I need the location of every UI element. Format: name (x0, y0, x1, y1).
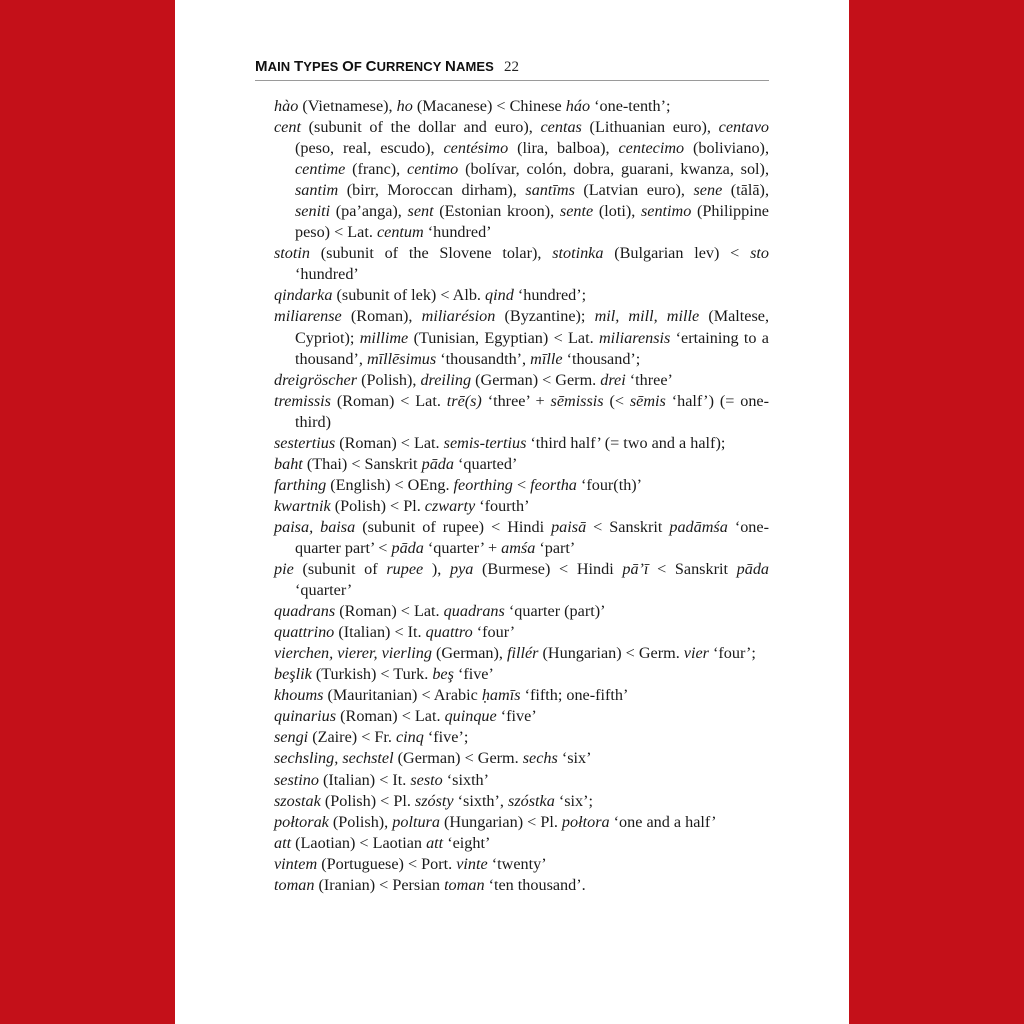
term: sechs (522, 749, 558, 768)
term: amśa (501, 538, 536, 557)
gloss: ‘six’ (557, 749, 592, 768)
gloss: (Lithuanian euro), (581, 118, 719, 137)
term: centimo (407, 160, 459, 179)
term: paisa, baisa (274, 517, 356, 536)
entry (274, 517, 769, 559)
entry (274, 748, 769, 769)
gloss: ‘quarter (part)’ (504, 602, 606, 621)
term: drei (600, 370, 626, 389)
gloss: ‘four(th)’ (576, 475, 643, 494)
term: paisā (551, 517, 587, 536)
entry (274, 685, 769, 706)
entry (274, 454, 769, 475)
gloss: (subunit of lek) < Alb. (332, 286, 486, 305)
term: quattrino (274, 623, 335, 642)
term: sesto (410, 770, 443, 789)
term: sestertius (274, 433, 336, 452)
section-title: MAIN TYPES OF CURRENCY NAMES (255, 58, 494, 75)
entry (274, 770, 769, 791)
gloss: (Hungarian) < Germ. (538, 644, 684, 663)
gloss: (German) < Germ. (393, 749, 523, 768)
entry (274, 812, 769, 833)
entry (274, 370, 769, 391)
entry (274, 96, 769, 117)
gloss: ‘one-tenth’; (590, 97, 671, 115)
term: ḥamīs (481, 686, 521, 705)
entry (274, 391, 769, 433)
term: millime (359, 328, 409, 347)
term: santim (295, 181, 339, 200)
term: beş (432, 665, 454, 684)
gloss: (tālā), (722, 181, 769, 200)
gloss: ‘three’ + (481, 391, 551, 410)
entry (274, 243, 769, 285)
gloss: (Polish) < Pl. (320, 791, 415, 810)
term: mīlle (530, 349, 563, 368)
term: sto (750, 244, 769, 263)
gloss: (Iranian) < Persian (314, 875, 445, 894)
gloss: (Roman) < Lat. (335, 602, 444, 621)
term: sēmissis (550, 391, 604, 410)
gloss: ‘five’; (423, 728, 469, 747)
gloss: ‘four’ (472, 623, 516, 642)
term: quinque (444, 707, 497, 726)
gloss: (Macanese) < Chinese (412, 97, 566, 115)
gloss: ‘sixth’, (453, 791, 509, 810)
gloss: ‘sixth’ (442, 770, 490, 789)
term: pāda (391, 538, 424, 557)
term: rupee (386, 560, 424, 579)
term: vier (683, 644, 709, 663)
term: pāda (421, 454, 454, 473)
gloss: (Turkish) < Turk. (311, 665, 433, 684)
gloss: ), (423, 560, 450, 579)
gloss: (Mauritanian) < Arabic (323, 686, 482, 705)
term: fillér (506, 644, 539, 663)
gloss: ‘fourth’ (475, 496, 530, 515)
gloss: ‘five’ (496, 707, 537, 726)
gloss: (Thai) < Sanskrit (302, 454, 422, 473)
term: pāda (736, 560, 770, 579)
term: centas (540, 118, 582, 137)
term: qindarka (274, 286, 333, 305)
gloss: ‘twenty’ (487, 854, 547, 873)
term: tremissis (274, 391, 331, 410)
term: quadrans (274, 602, 336, 621)
term: miliarensis (598, 328, 671, 347)
term: vierchen, vierer, vierling (274, 644, 432, 663)
term: pie (274, 560, 294, 579)
term: centum (376, 223, 424, 242)
gloss: (Roman) < Lat. (335, 433, 444, 452)
term: khoums (274, 686, 324, 705)
entry (274, 433, 769, 454)
entry (274, 559, 769, 601)
term: feortha (530, 475, 577, 494)
gloss: < Sanskrit (586, 517, 670, 536)
term: sent (407, 202, 434, 221)
term: att (426, 833, 444, 852)
gloss: (Italian) < It. (334, 623, 426, 642)
entry (274, 601, 769, 622)
gloss: (English) < OEng. (326, 475, 454, 494)
term: santīms (525, 181, 575, 200)
gloss: (Roman) < Lat. (336, 707, 445, 726)
term: sengi (274, 728, 309, 747)
term: centésimo (443, 139, 509, 158)
gloss: ‘thousandth’, (436, 349, 531, 368)
gloss: (Vietnamese), (298, 97, 397, 115)
gloss: (< (603, 391, 630, 410)
gloss: (birr, Moroccan dirham), (338, 181, 526, 200)
gloss: (loti), (593, 202, 641, 221)
gloss: (Burmese) < Hindi (473, 560, 623, 579)
gloss: (subunit of the Slovene tolar), (309, 244, 553, 263)
gloss: ‘part’ (535, 538, 576, 557)
gloss: (Zaire) < Fr. (308, 728, 396, 747)
term: qind (485, 286, 514, 305)
entry (274, 664, 769, 685)
gloss: (lira, balboa), (508, 139, 619, 158)
term: połtora (561, 812, 610, 831)
term: sestino (274, 770, 319, 789)
gloss: (Roman), (341, 307, 422, 326)
gloss: ‘third half’ (= two and a half); (526, 433, 726, 452)
gloss: (Latvian euro), (574, 181, 694, 200)
entry (274, 306, 769, 369)
term: sēmis (629, 391, 666, 410)
gloss: (boliviano), (684, 139, 769, 158)
gloss: (German) < Germ. (471, 370, 601, 389)
gloss: ‘three’ (625, 370, 673, 389)
gloss: ‘one and a half’ (609, 812, 717, 831)
entry (274, 285, 769, 306)
gloss: ‘five’ (453, 665, 494, 684)
gloss: (Byzantine); (495, 307, 595, 326)
entry (274, 854, 769, 875)
term: háo (565, 97, 591, 115)
gloss: (Roman) < Lat. (330, 391, 447, 410)
term: hào (274, 97, 299, 115)
gloss: (Philippine peso) < Lat. (295, 202, 769, 242)
term: centecimo (618, 139, 685, 158)
term: miliarense (274, 307, 342, 326)
entry (274, 475, 769, 496)
gloss: ‘hundred’ (423, 223, 492, 242)
term: szostak (274, 791, 321, 810)
term: centime (295, 160, 346, 179)
gloss: (bolívar, colón, dobra, guarani, kwanza, sol), (458, 160, 769, 179)
gloss: ‘quarter’ + (423, 538, 502, 557)
entry (274, 117, 769, 243)
gloss: (Italian) < It. (318, 770, 411, 789)
term: quinarius (274, 707, 337, 726)
term: centavo (718, 118, 770, 137)
gloss: < (512, 475, 531, 494)
gloss: (Polish), (328, 812, 393, 831)
term: toman (444, 875, 485, 894)
entry (274, 875, 769, 896)
gloss: ‘quarted’ (453, 454, 518, 473)
etymology-list (274, 96, 769, 896)
gloss: (Polish), (357, 370, 421, 389)
term: feorthing (453, 475, 513, 494)
term: quattro (425, 623, 473, 642)
term: kwartnik (274, 496, 331, 515)
term: pya (449, 560, 474, 579)
gloss: (subunit of rupee) < Hindi (355, 517, 552, 536)
gloss: ‘half’) (= one-third) (295, 391, 769, 431)
gloss: (pa’anga), (330, 202, 408, 221)
gloss: (Estonian kroon), (433, 202, 560, 221)
term: ho (396, 97, 413, 115)
term: sene (693, 181, 723, 200)
gloss: (Polish) < Pl. (330, 496, 425, 515)
gloss: (Tunisian, Egyptian) < Lat. (408, 328, 599, 347)
entry (274, 496, 769, 517)
gloss: < Sanskrit (648, 560, 737, 579)
term: stotinka (552, 244, 604, 263)
term: quadrans (443, 602, 505, 621)
term: trē(s) (446, 391, 482, 410)
gloss: (Maltese, Cypriot); (295, 307, 769, 347)
running-head (255, 58, 769, 81)
term: farthing (274, 475, 327, 494)
term: beşlik (274, 665, 312, 684)
term: szóstka (508, 791, 555, 810)
entry (274, 791, 769, 812)
term: sechsling, sechstel (274, 749, 394, 768)
term: vinte (456, 854, 488, 873)
term: stotin (274, 244, 310, 263)
gloss: (subunit of the dollar and euro), (300, 118, 541, 137)
term: seniti (295, 202, 331, 221)
term: dreiling (420, 370, 472, 389)
gloss: (Portuguese) < Port. (317, 854, 457, 873)
entry (274, 706, 769, 727)
term: sente (559, 202, 594, 221)
term: toman (274, 875, 315, 894)
book-page (175, 0, 849, 1024)
gloss: ‘fifth; one-fifth’ (520, 686, 629, 705)
entry (274, 622, 769, 643)
term: pā’ī (622, 560, 649, 579)
term: sentimo (640, 202, 692, 221)
term: miliarésion (421, 307, 496, 326)
term: vintem (274, 854, 318, 873)
term: dreigröscher (274, 370, 358, 389)
gloss: ‘one-quarter part’ < (295, 517, 769, 557)
gloss: (subunit of (293, 560, 387, 579)
gloss: ‘quarter’ (295, 581, 353, 600)
term: att (274, 833, 292, 852)
page-number: 22 (503, 59, 519, 75)
gloss: ‘ertaining to a thousand’, (295, 328, 769, 368)
gloss: ‘thousand’; (562, 349, 641, 368)
term: poltura (392, 812, 440, 831)
gloss: (Hungarian) < Pl. (439, 812, 562, 831)
term: cinq (395, 728, 424, 747)
term: mil, mill, mille (594, 307, 700, 326)
term: baht (274, 454, 303, 473)
gloss: (Bulgarian lev) < (603, 244, 751, 263)
entry (274, 727, 769, 748)
entry (274, 643, 769, 664)
gloss: (peso, real, escudo), (295, 139, 444, 158)
term: cent (274, 118, 301, 137)
term: połtorak (274, 812, 329, 831)
gloss: ‘four’; (708, 644, 756, 663)
entry (274, 833, 769, 854)
term: mīllēsimus (366, 349, 437, 368)
gloss: ‘eight’ (443, 833, 491, 852)
gloss: (franc), (345, 160, 408, 179)
gloss: (Laotian) < Laotian (291, 833, 427, 852)
term: czwarty (424, 496, 476, 515)
gloss: ‘hundred’; (513, 286, 587, 305)
gloss: (German), (431, 644, 507, 663)
gloss: ‘ten thousand’. (484, 875, 586, 894)
term: semis-tertius (443, 433, 527, 452)
term: szósty (414, 791, 454, 810)
gloss: ‘hundred’ (295, 265, 359, 284)
gloss: ‘six’; (554, 791, 594, 810)
term: padāmśa (669, 517, 728, 536)
